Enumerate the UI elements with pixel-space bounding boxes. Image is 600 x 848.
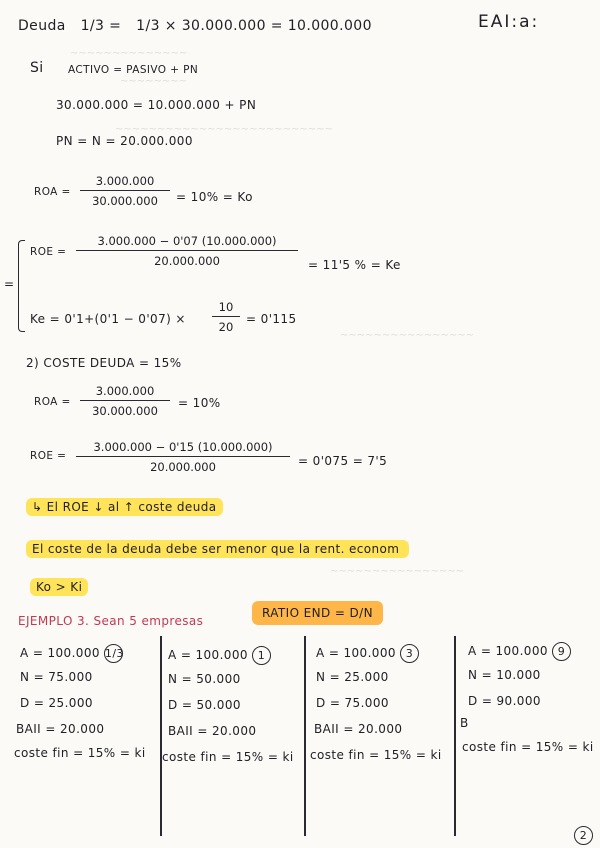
roa2-fraction bbox=[80, 384, 170, 418]
coste-deuda-heading: 2) COSTE DEUDA = 15% bbox=[26, 356, 182, 370]
highlight-ko-ki-text: Ko > Ki bbox=[30, 578, 88, 596]
company-debt: D = 75.000 bbox=[316, 696, 389, 710]
roe2-result: = 0'075 = 7'5 bbox=[298, 454, 388, 468]
roa1-label: ROA = bbox=[34, 186, 71, 198]
header-title: EAI:a: bbox=[478, 12, 540, 32]
roa1-den: 30.000.000 bbox=[92, 194, 158, 208]
roe2-fraction bbox=[76, 440, 290, 474]
column-separator bbox=[304, 636, 306, 836]
roa1-num: 3.000.000 bbox=[80, 174, 170, 191]
column-separator bbox=[454, 636, 456, 836]
ke1-fraction bbox=[212, 300, 240, 334]
roa1-result: = 10% = Ko bbox=[176, 190, 253, 204]
company-ratio-mark: 1/3 bbox=[104, 644, 123, 663]
highlight-coste-text: El coste de la deuda debe ser menor que la rent. econom bbox=[26, 540, 409, 558]
roe2-label: ROE = bbox=[30, 450, 67, 462]
bleed-through-text: ~~~~~~~~ bbox=[120, 76, 188, 87]
deuda-calc: 1/3 × 30.000.000 = 10.000.000 bbox=[136, 18, 372, 34]
company-debt: D = 25.000 bbox=[20, 696, 93, 710]
company-coste: coste fin = 15% = ki bbox=[310, 748, 442, 762]
roe1-result: = 11'5 % = Ke bbox=[308, 258, 401, 272]
company-asset: A = 100.000 9 bbox=[468, 642, 571, 661]
ejemplo-heading: EJEMPLO 3. Sean 5 empresas bbox=[18, 614, 204, 628]
brace-equals: = bbox=[4, 277, 15, 291]
company-ratio-mark: 3 bbox=[400, 644, 419, 663]
si-label: Si bbox=[30, 60, 44, 76]
company-baii: BAII = 20.000 bbox=[168, 724, 257, 738]
roe1-den: 20.000.000 bbox=[154, 254, 220, 268]
roe2-num: 3.000.000 − 0'15 (10.000.000) bbox=[76, 440, 290, 457]
system-brace bbox=[18, 240, 25, 332]
highlight-ko-ki bbox=[30, 580, 88, 594]
company-ratio-mark: 1 bbox=[252, 646, 271, 665]
company-asset: A = 100.000 3 bbox=[316, 644, 419, 663]
company-equity: N = 10.000 bbox=[468, 668, 541, 682]
balance-equation: 30.000.000 = 10.000.000 + PN bbox=[56, 98, 257, 112]
highlight-roe-text: ↳ El ROE ↓ al ↑ coste deuda bbox=[26, 498, 223, 516]
company-debt: D = 90.000 bbox=[468, 694, 541, 708]
bleed-through-text: ~~~~~~~~~~~~~~~~ bbox=[340, 330, 475, 341]
ratio-end-text: RATIO END = D/N bbox=[252, 601, 383, 625]
roa2-num: 3.000.000 bbox=[80, 384, 170, 401]
company-equity: N = 75.000 bbox=[20, 670, 93, 684]
ke1-num: 10 bbox=[212, 300, 240, 317]
company-coste: coste fin = 15% = ki bbox=[14, 746, 146, 760]
roe2-den: 20.000.000 bbox=[150, 460, 216, 474]
ke1-den: 20 bbox=[218, 320, 234, 334]
column-separator bbox=[160, 636, 162, 836]
company-equity: N = 50.000 bbox=[168, 672, 241, 686]
company-coste: coste fin = 15% = ki bbox=[462, 740, 594, 754]
bleed-through-text: ~~~~~~~~~~~~~~~~~~~~~~~~~~ bbox=[115, 124, 333, 135]
activo-equation: ACTIVO = PASIVO + PN bbox=[68, 64, 199, 76]
roa2-label: ROA = bbox=[34, 396, 71, 408]
pn-equation: PN = N = 20.000.000 bbox=[56, 134, 193, 148]
roa1-fraction bbox=[80, 174, 170, 208]
company-equity: N = 25.000 bbox=[316, 670, 389, 684]
roe1-label: ROE = bbox=[30, 246, 67, 258]
company-asset: A = 100.000 1/3 bbox=[20, 644, 123, 663]
company-ratio-mark: 9 bbox=[552, 642, 571, 661]
ke1-result: = 0'115 bbox=[246, 312, 297, 326]
ratio-end bbox=[252, 606, 383, 620]
roe1-fraction bbox=[76, 234, 298, 268]
deuda-line bbox=[18, 18, 372, 34]
company-baii: B bbox=[460, 716, 469, 730]
deuda-label: Deuda bbox=[18, 18, 66, 34]
highlight-coste-conclusion bbox=[26, 542, 409, 556]
highlight-roe-conclusion bbox=[26, 500, 223, 514]
ke1-label: Ke = 0'1+(0'1 − 0'07) × bbox=[30, 312, 186, 326]
company-baii: BAII = 20.000 bbox=[16, 722, 105, 736]
roa2-result: = 10% bbox=[178, 396, 221, 410]
roe1-num: 3.000.000 − 0'07 (10.000.000) bbox=[76, 234, 298, 251]
bleed-through-text: ~~~~~~~~~~~~~~ bbox=[70, 48, 188, 59]
company-baii: BAII = 20.000 bbox=[314, 722, 403, 736]
company-debt: D = 50.000 bbox=[168, 698, 241, 712]
bleed-through-text: ~~~~~~~~~~~~~~~~ bbox=[330, 566, 465, 577]
page-number: 2 bbox=[574, 826, 593, 845]
company-coste: coste fin = 15% = ki bbox=[162, 750, 294, 764]
deuda-third: 1/3 = bbox=[80, 18, 122, 34]
company-asset: A = 100.000 1 bbox=[168, 646, 271, 665]
roa2-den: 30.000.000 bbox=[92, 404, 158, 418]
